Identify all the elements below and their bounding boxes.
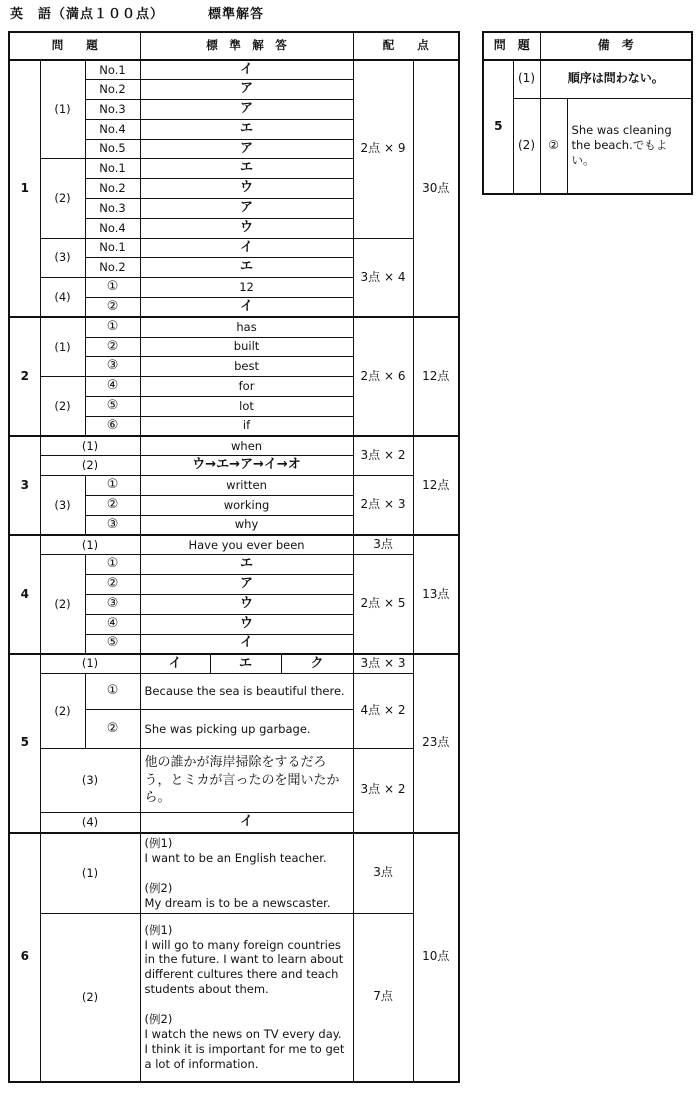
header-title: 英 語（満点１００点） bbox=[10, 7, 165, 22]
points-cell: 2点 × 3 bbox=[353, 476, 413, 535]
item-number: ① bbox=[85, 476, 140, 496]
note-cell: She was cleaning the beach.でもよい。 bbox=[567, 98, 692, 194]
item-number: No.4 bbox=[85, 218, 140, 238]
table-row bbox=[483, 60, 692, 98]
item-number: ② bbox=[85, 575, 140, 595]
points-cell: 2点 × 9 bbox=[353, 60, 413, 238]
answer-cell: She was picking up garbage. bbox=[140, 710, 353, 749]
answer-cell: when bbox=[140, 436, 353, 456]
answer-table bbox=[8, 31, 460, 1083]
part-label: (2) bbox=[40, 377, 85, 436]
section-number: 5 bbox=[9, 654, 40, 833]
section-total: 10点 bbox=[413, 833, 459, 1082]
answer-cell: ア bbox=[140, 80, 353, 100]
note-cell: 順序は問わない。 bbox=[540, 60, 692, 98]
answer-cell: イ bbox=[140, 60, 353, 80]
item-number: ③ bbox=[85, 357, 140, 377]
answer-cell: イ bbox=[140, 238, 353, 258]
section-number: 2 bbox=[9, 317, 40, 436]
col-header-notes: 備 考 bbox=[540, 32, 692, 60]
item-number: No.1 bbox=[85, 159, 140, 179]
answer-cell: エ bbox=[210, 654, 281, 674]
item-number: ② bbox=[85, 298, 140, 318]
table-row bbox=[9, 317, 459, 337]
points-cell: 4点 × 2 bbox=[353, 674, 413, 749]
points-cell: 3点 × 2 bbox=[353, 436, 413, 476]
part-label: (2) bbox=[40, 674, 85, 749]
answer-cell: ア bbox=[140, 100, 353, 120]
points-cell: 3点 × 3 bbox=[353, 654, 413, 674]
points-cell: 3点 × 4 bbox=[353, 238, 413, 317]
section-total: 12点 bbox=[413, 436, 459, 535]
col-header-answer: 標 準 解 答 bbox=[140, 32, 353, 60]
table-row bbox=[9, 654, 459, 674]
item-number: ③ bbox=[85, 595, 140, 615]
section-number: 6 bbox=[9, 833, 40, 1082]
item-number: No.2 bbox=[85, 258, 140, 278]
item-number: ⑥ bbox=[85, 416, 140, 436]
item-number: No.3 bbox=[85, 100, 140, 120]
col-header-question: 問 題 bbox=[483, 32, 540, 60]
table-row bbox=[9, 914, 459, 1082]
section-total: 13点 bbox=[413, 535, 459, 654]
item-number: No.1 bbox=[85, 238, 140, 258]
answer-cell: written bbox=[140, 476, 353, 496]
answer-cell: イ bbox=[140, 298, 353, 318]
answer-cell: best bbox=[140, 357, 353, 377]
answer-cell: Because the sea is beautiful there. bbox=[140, 674, 353, 710]
table-row bbox=[9, 60, 459, 80]
item-number: ① bbox=[85, 317, 140, 337]
answer-cell: for bbox=[140, 377, 353, 397]
part-label: (4) bbox=[40, 278, 85, 318]
section-total: 12点 bbox=[413, 317, 459, 436]
part-label: (2) bbox=[40, 456, 140, 476]
table-row bbox=[483, 98, 692, 194]
table-row bbox=[9, 535, 459, 555]
answer-cell: lot bbox=[140, 397, 353, 417]
part-label: (3) bbox=[40, 238, 85, 278]
table-row bbox=[9, 476, 459, 496]
answer-cell: エ bbox=[140, 119, 353, 139]
part-label: (2) bbox=[40, 914, 140, 1082]
answer-cell: if bbox=[140, 416, 353, 436]
item-number: ② bbox=[85, 710, 140, 749]
item-number: ④ bbox=[85, 377, 140, 397]
item-number: No.5 bbox=[85, 139, 140, 159]
section-total: 23点 bbox=[413, 654, 459, 833]
item-number: ② bbox=[540, 98, 567, 194]
points-cell: 3点 bbox=[353, 833, 413, 914]
answer-cell: 12 bbox=[140, 278, 353, 298]
answer-cell: ア bbox=[140, 575, 353, 595]
part-label: (3) bbox=[40, 476, 85, 535]
section-number: 4 bbox=[9, 535, 40, 654]
answer-cell: エ bbox=[140, 258, 353, 278]
item-number: No.4 bbox=[85, 119, 140, 139]
item-number: No.2 bbox=[85, 80, 140, 100]
answer-cell: エ bbox=[140, 159, 353, 179]
part-label: (1) bbox=[40, 535, 140, 555]
answer-cell: (例1) I will go to many foreign countries in the future. I want to learn about different cultures there and teach students about them. (例2) I watch the news on TV every day. I think it is important for me to get a lot of information. bbox=[140, 914, 353, 1082]
item-number: ② bbox=[85, 496, 140, 516]
part-label: (3) bbox=[40, 749, 140, 813]
part-label: (4) bbox=[40, 813, 140, 833]
answer-cell: ウ bbox=[140, 218, 353, 238]
points-cell: 3点 × 2 bbox=[353, 749, 413, 833]
section-number: 5 bbox=[483, 60, 513, 194]
answer-cell: 他の誰かが海岸掃除をするだろう，とミカが言ったのを聞いたから。 bbox=[140, 749, 353, 813]
table-row bbox=[9, 674, 459, 710]
part-label: (2) bbox=[513, 98, 540, 194]
points-cell: 2点 × 6 bbox=[353, 317, 413, 436]
answer-cell: ク bbox=[281, 654, 353, 674]
answer-cell: イ bbox=[140, 654, 210, 674]
answer-cell: ウ bbox=[140, 179, 353, 199]
header-row bbox=[9, 32, 459, 60]
answer-cell: ウ bbox=[140, 614, 353, 634]
item-number: ④ bbox=[85, 614, 140, 634]
notes-table bbox=[482, 31, 693, 195]
part-label: (1) bbox=[40, 436, 140, 456]
header-row bbox=[483, 32, 692, 60]
header-subtitle: 標準解答 bbox=[208, 7, 265, 22]
answer-cell: イ bbox=[140, 813, 353, 833]
item-number: No.1 bbox=[85, 60, 140, 80]
item-number: ① bbox=[85, 674, 140, 710]
part-label: (2) bbox=[40, 555, 85, 654]
item-number: ② bbox=[85, 337, 140, 357]
answer-cell: ウ→エ→ア→イ→オ bbox=[140, 456, 353, 476]
part-label: (1) bbox=[513, 60, 540, 98]
table-row bbox=[9, 436, 459, 456]
item-number: ① bbox=[85, 278, 140, 298]
part-label: (1) bbox=[40, 317, 85, 376]
section-number: 1 bbox=[9, 60, 40, 317]
col-header-points: 配 点 bbox=[353, 32, 459, 60]
points-cell: 7点 bbox=[353, 914, 413, 1082]
part-label: (1) bbox=[40, 654, 140, 674]
points-cell: 2点 × 5 bbox=[353, 555, 413, 654]
answer-cell: working bbox=[140, 496, 353, 516]
answer-cell: ア bbox=[140, 199, 353, 219]
part-label: (1) bbox=[40, 60, 85, 159]
table-row bbox=[9, 749, 459, 813]
part-label: (1) bbox=[40, 833, 140, 914]
answer-cell: (例1) I want to be an English teacher. (例2) My dream is to be a newscaster. bbox=[140, 833, 353, 914]
col-header-question: 問 題 bbox=[9, 32, 140, 60]
points-cell: 3点 bbox=[353, 535, 413, 555]
answer-cell: Have you ever been bbox=[140, 535, 353, 555]
part-label: (2) bbox=[40, 159, 85, 238]
section-number: 3 bbox=[9, 436, 40, 535]
answer-cell: built bbox=[140, 337, 353, 357]
answer-cell: ウ bbox=[140, 595, 353, 615]
item-number: ⑤ bbox=[85, 397, 140, 417]
answer-cell: has bbox=[140, 317, 353, 337]
item-number: ⑤ bbox=[85, 634, 140, 654]
answer-cell: why bbox=[140, 515, 353, 535]
table-row bbox=[9, 238, 459, 258]
item-number: No.3 bbox=[85, 199, 140, 219]
answer-cell: イ bbox=[140, 634, 353, 654]
answer-cell: エ bbox=[140, 555, 353, 575]
table-row bbox=[9, 833, 459, 914]
answer-cell: ア bbox=[140, 139, 353, 159]
item-number: No.2 bbox=[85, 179, 140, 199]
table-row bbox=[9, 555, 459, 575]
item-number: ① bbox=[85, 555, 140, 575]
item-number: ③ bbox=[85, 515, 140, 535]
section-total: 30点 bbox=[413, 60, 459, 317]
